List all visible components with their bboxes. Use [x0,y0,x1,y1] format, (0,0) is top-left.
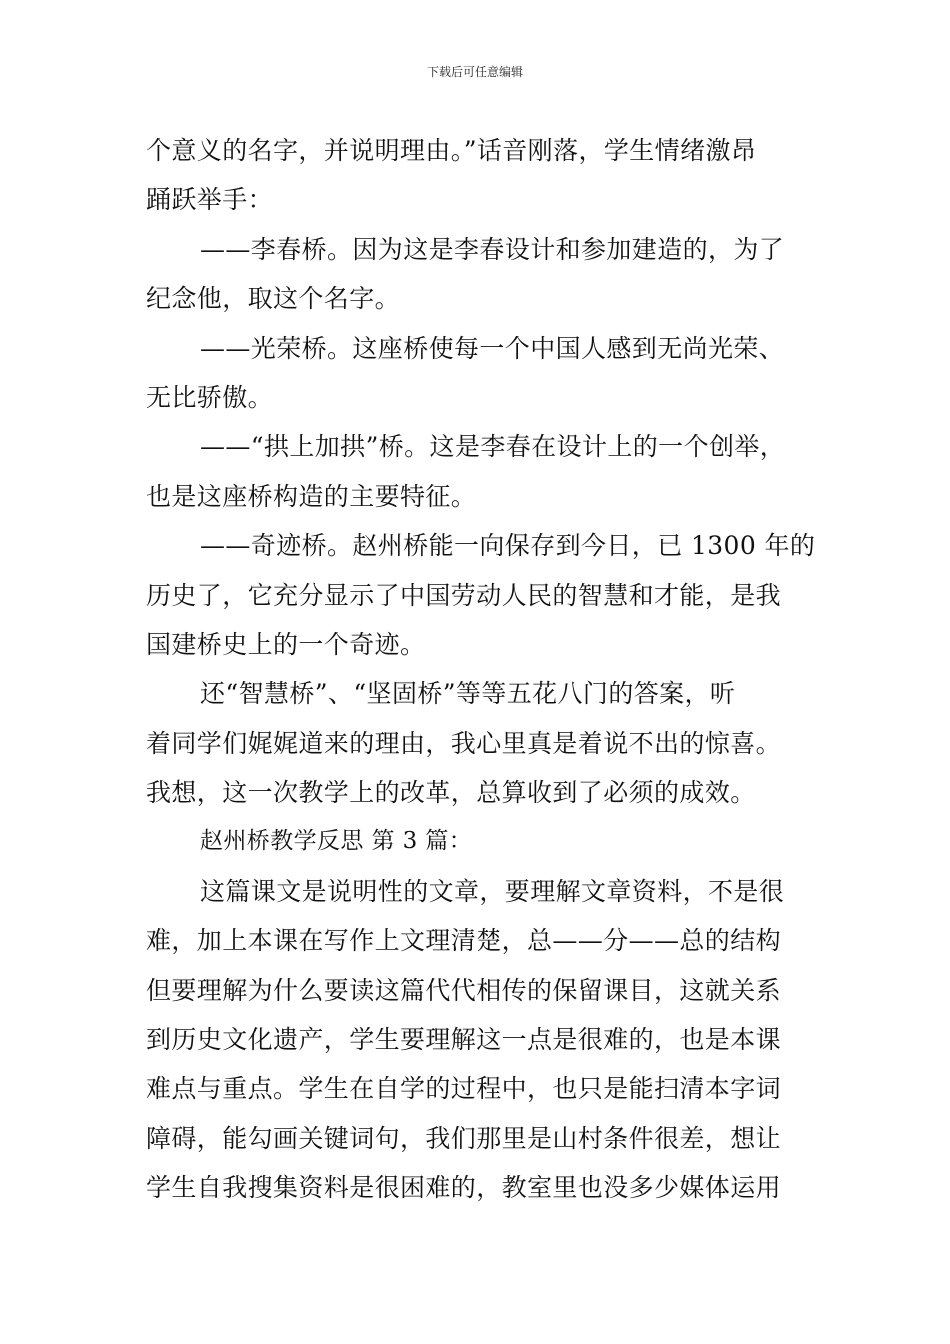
text-line: 历史了，它充分显示了中国劳动人民的智慧和才能，是我 [146,580,782,610]
text-line: 国建桥史上的一个奇迹。 [146,629,426,659]
text-line: 这篇课文是说明性的文章，要理解文章资料，不是很 [200,876,785,906]
text-line: 但要理解为什么要读这篇代代相传的保留课目，这就关系 [146,975,782,1005]
text-line: 学生自我搜集资料是很困难的，教室里也没多少媒体运用 [146,1173,782,1203]
page-header: 下载后可任意编辑 [426,65,523,79]
text-line: 踊跃举手： [146,185,274,215]
text-line: ——“拱上加拱”桥。这是李春在设计上的一个创举， [200,432,786,462]
text-line: 无比骄傲。 [146,382,274,412]
document-body [146,126,816,1213]
text-line: 纪念他，取这个名字。 [146,284,401,314]
text-line: ——李春桥。因为这是李春设计和参加建造的，为了 [200,234,785,264]
text-line: 难点与重点。学生在自学的过程中，也只是能扫清本字词 [146,1074,782,1104]
text-line: 我想，这一次教学上的改革，总算收到了必须的成效。 [146,778,756,808]
text-line: 到历史文化遗产，学生要理解这一点是很难的，也是本课 [146,1025,782,1055]
text-line: 个意义的名字，并说明理由。”话音刚落，学生情绪激昂 [146,136,757,165]
text-line: 还“智慧桥”、“坚固桥”等等五花八门的答案，听 [200,679,736,709]
text-line: 也是这座桥构造的主要特征。 [146,481,477,511]
section-heading: 赵州桥教学反思 第 3 篇： [200,828,473,855]
text-line: 障碍，能勾画关键词句，我们那里是山村条件很差，想让 [146,1123,782,1153]
text-line: ——光荣桥。这座桥使每一个中国人感到无尚光荣、 [200,333,785,363]
text-line: ——奇迹桥。赵州桥能一向保存到今日，已 1300 年的 [200,531,816,561]
text-line: 难，加上本课在写作上文理清楚，总——分——总的结构 [146,926,782,956]
text-line: 着同学们娓娓道来的理由，我心里真是着说不出的惊喜。 [146,728,782,758]
